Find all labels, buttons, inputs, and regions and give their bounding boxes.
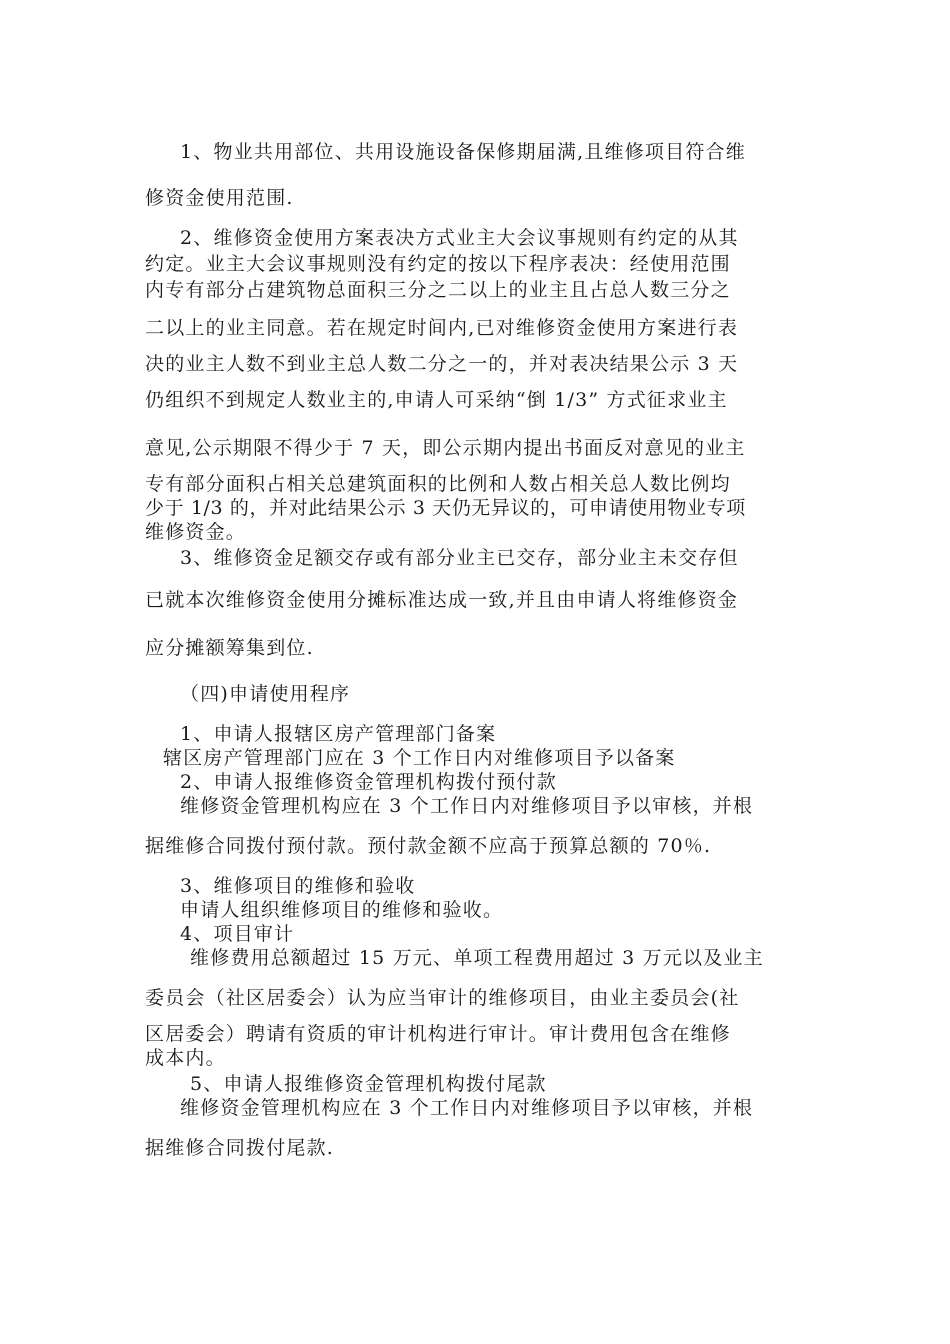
paragraph-line: 成本内。 [145, 1047, 226, 1069]
section-heading: （四)申请使用程序 [180, 683, 351, 705]
paragraph-line: 意见,公示期限不得少于 7 天，即公示期内提出书面反对意见的业主 [145, 437, 746, 459]
paragraph-line: 据维修合同拨付尾款. [145, 1137, 335, 1159]
paragraph-line: 约定。业主大会议事规则没有约定的按以下程序表决：经使用范围 [145, 253, 731, 275]
paragraph-line: 2、维修资金使用方案表决方式业主大会议事规则有约定的从其 [180, 227, 739, 249]
paragraph-line: 维修费用总额超过 15 万元、单项工程费用超过 3 万元以及业主 [190, 947, 764, 969]
paragraph-line: 专有部分面积占相关总建筑面积的比例和人数占相关总人数比例均 [145, 473, 731, 495]
paragraph-line: 委员会（社区居委会）认为应当审计的维修项目，由业主委员会(社 [145, 987, 740, 1009]
paragraph-line: 据维修合同拨付预付款。预付款金额不应高于预算总额的 70％. [145, 835, 712, 857]
paragraph-line: 辖区房产管理部门应在 3 个工作日内对维修项目予以备案 [163, 747, 676, 769]
paragraph-line: 维修资金。 [145, 521, 247, 543]
paragraph-line: 应分摊额筹集到位. [145, 637, 314, 659]
paragraph-line: 维修资金管理机构应在 3 个工作日内对维修项目予以审核，并根 [180, 1097, 754, 1119]
paragraph-line: 4、项目审计 [180, 923, 295, 945]
paragraph-line: 1、申请人报辖区房产管理部门备案 [180, 723, 497, 745]
paragraph-line: 维修资金管理机构应在 3 个工作日内对维修项目予以审核，并根 [180, 795, 754, 817]
paragraph-line: 已就本次维修资金使用分摊标准达成一致,并且由申请人将维修资金 [145, 589, 739, 611]
paragraph-line: 二以上的业主同意。若在规定时间内,已对维修资金使用方案进行表 [145, 317, 739, 339]
paragraph-line: 2、申请人报维修资金管理机构拨付预付款 [180, 771, 557, 793]
paragraph-line: 3、维修项目的维修和验收 [180, 875, 416, 897]
paragraph-line: 少于 1/3 的，并对此结果公示 3 天仍无异议的，可申请使用物业专项 [145, 497, 746, 519]
paragraph-line: 内专有部分占建筑物总面积三分之二以上的业主且占总人数三分之 [145, 279, 731, 301]
paragraph-line: 5、申请人报维修资金管理机构拨付尾款 [190, 1073, 547, 1095]
paragraph-line: 仍组织不到规定人数业主的,申请人可采纳“倒 1/3” 方式征求业主 [145, 389, 728, 411]
paragraph-line: 决的业主人数不到业主总人数二分之一的，并对表决结果公示 3 天 [145, 353, 739, 375]
paragraph-line: 修资金使用范围. [145, 187, 294, 209]
paragraph-line: 申请人组织维修项目的维修和验收。 [180, 899, 504, 921]
paragraph-line: 区居委会）聘请有资质的审计机构进行审计。审计费用包含在维修 [145, 1023, 731, 1045]
paragraph-line: 3、维修资金足额交存或有部分业主已交存，部分业主未交存但 [180, 547, 739, 569]
paragraph-line: 1、物业共用部位、共用设施设备保修期届满,且维修项目符合维 [180, 141, 746, 163]
